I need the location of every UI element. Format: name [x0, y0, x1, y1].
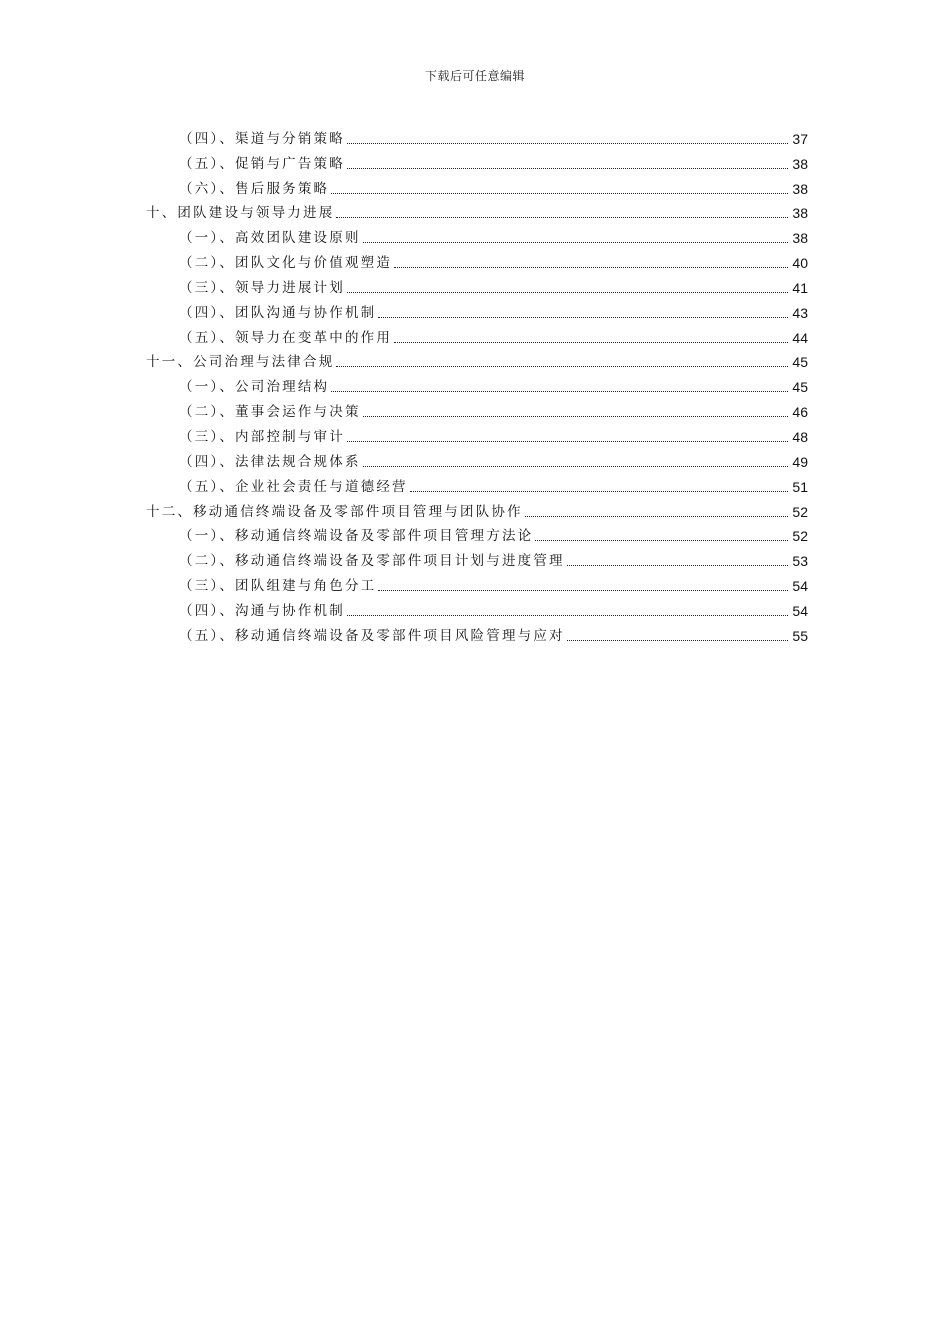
toc-entry-title: （四）、渠道与分销策略	[179, 130, 345, 147]
toc-entry-title: （五）、促销与广告策略	[179, 155, 345, 172]
toc-page-number: 54	[792, 602, 808, 619]
toc-section-entry[interactable]	[179, 126, 808, 151]
toc-dot-leader	[567, 565, 788, 566]
toc-section-entry[interactable]	[179, 548, 808, 573]
toc-entry-title: （三）、内部控制与审计	[179, 428, 345, 445]
toc-section-entry[interactable]	[179, 151, 808, 176]
toc-dot-leader	[347, 441, 788, 442]
toc-section-entry[interactable]	[179, 176, 808, 201]
toc-dot-leader	[331, 391, 788, 392]
toc-section-entry[interactable]	[179, 598, 808, 623]
toc-entry-title: （三）、团队组建与角色分工	[179, 578, 377, 595]
toc-page-number: 37	[792, 130, 808, 147]
toc-section-entry[interactable]	[179, 325, 808, 350]
toc-entry-title: （一）、公司治理结构	[179, 379, 330, 396]
toc-page-number: 53	[792, 553, 808, 570]
toc-dot-leader	[378, 317, 788, 318]
toc-dot-leader	[378, 590, 788, 591]
toc-page-number: 49	[792, 453, 808, 470]
toc-section-entry[interactable]	[179, 374, 808, 399]
toc-dot-leader	[347, 168, 788, 169]
toc-section-entry[interactable]	[179, 474, 808, 499]
toc-page-number: 45	[792, 379, 808, 396]
toc-dot-leader	[331, 193, 788, 194]
toc-dot-leader	[394, 342, 788, 343]
toc-dot-leader	[336, 217, 788, 218]
toc-section-entry[interactable]	[179, 573, 808, 598]
toc-dot-leader	[535, 540, 788, 541]
toc-dot-leader	[347, 292, 788, 293]
toc-entry-title: （二）、移动通信终端设备及零部件项目计划与进度管理	[179, 553, 565, 570]
toc-page-number: 52	[792, 528, 808, 545]
toc-entry-title: （二）、董事会运作与决策	[179, 404, 361, 421]
toc-section-entry[interactable]	[179, 275, 808, 300]
toc-chapter-entry[interactable]	[146, 201, 808, 226]
toc-dot-leader	[347, 615, 788, 616]
toc-section-entry[interactable]	[179, 250, 808, 275]
toc-entry-title: 十、团队建设与领导力进展	[146, 205, 335, 222]
toc-dot-leader	[394, 267, 788, 268]
toc-section-entry[interactable]	[179, 449, 808, 474]
toc-page-number: 55	[792, 627, 808, 644]
table-of-contents	[0, 126, 950, 648]
toc-section-entry[interactable]	[179, 524, 808, 549]
toc-dot-leader	[347, 143, 788, 144]
toc-entry-title: 十二、移动通信终端设备及零部件项目管理与团队协作	[146, 503, 523, 520]
toc-dot-leader	[336, 366, 788, 367]
toc-page-number: 51	[792, 478, 808, 495]
toc-page-number: 45	[792, 354, 808, 371]
toc-page-number: 38	[792, 155, 808, 172]
toc-entry-title: （一）、高效团队建设原则	[179, 230, 361, 247]
toc-entry-title: （四）、法律法规合规体系	[179, 453, 361, 470]
toc-page-number: 48	[792, 428, 808, 445]
toc-chapter-entry[interactable]	[146, 350, 808, 375]
toc-section-entry[interactable]	[179, 300, 808, 325]
toc-page-number: 46	[792, 404, 808, 421]
toc-section-entry[interactable]	[179, 623, 808, 648]
toc-chapter-entry[interactable]	[146, 499, 808, 524]
toc-page-number: 43	[792, 304, 808, 321]
toc-dot-leader	[363, 242, 788, 243]
toc-entry-title: （四）、团队沟通与协作机制	[179, 304, 377, 321]
toc-section-entry[interactable]	[179, 424, 808, 449]
toc-entry-title: （五）、企业社会责任与道德经营	[179, 478, 408, 495]
toc-entry-title: （四）、沟通与协作机制	[179, 602, 345, 619]
toc-page-number: 38	[792, 205, 808, 222]
toc-page-number: 54	[792, 578, 808, 595]
toc-entry-title: （三）、领导力进展计划	[179, 279, 345, 296]
toc-page-number: 40	[792, 255, 808, 272]
toc-page-number: 44	[792, 329, 808, 346]
toc-entry-title: （六）、售后服务策略	[179, 180, 330, 197]
toc-page-number: 52	[792, 503, 808, 520]
toc-section-entry[interactable]	[179, 399, 808, 424]
toc-dot-leader	[363, 416, 788, 417]
page-header: 下载后可任意编辑	[424, 69, 525, 83]
toc-entry-title: 十一、公司治理与法律合规	[146, 354, 335, 371]
toc-page-number: 38	[792, 230, 808, 247]
toc-section-entry[interactable]	[179, 225, 808, 250]
toc-page-number: 41	[792, 279, 808, 296]
toc-entry-title: （一）、移动通信终端设备及零部件项目管理方法论	[179, 528, 534, 545]
toc-dot-leader	[410, 491, 788, 492]
toc-entry-title: （二）、团队文化与价值观塑造	[179, 255, 393, 272]
toc-dot-leader	[567, 640, 788, 641]
toc-entry-title: （五）、移动通信终端设备及零部件项目风险管理与应对	[179, 627, 565, 644]
toc-entry-title: （五）、领导力在变革中的作用	[179, 329, 393, 346]
toc-dot-leader	[525, 516, 788, 517]
toc-dot-leader	[363, 466, 788, 467]
toc-page-number: 38	[792, 180, 808, 197]
